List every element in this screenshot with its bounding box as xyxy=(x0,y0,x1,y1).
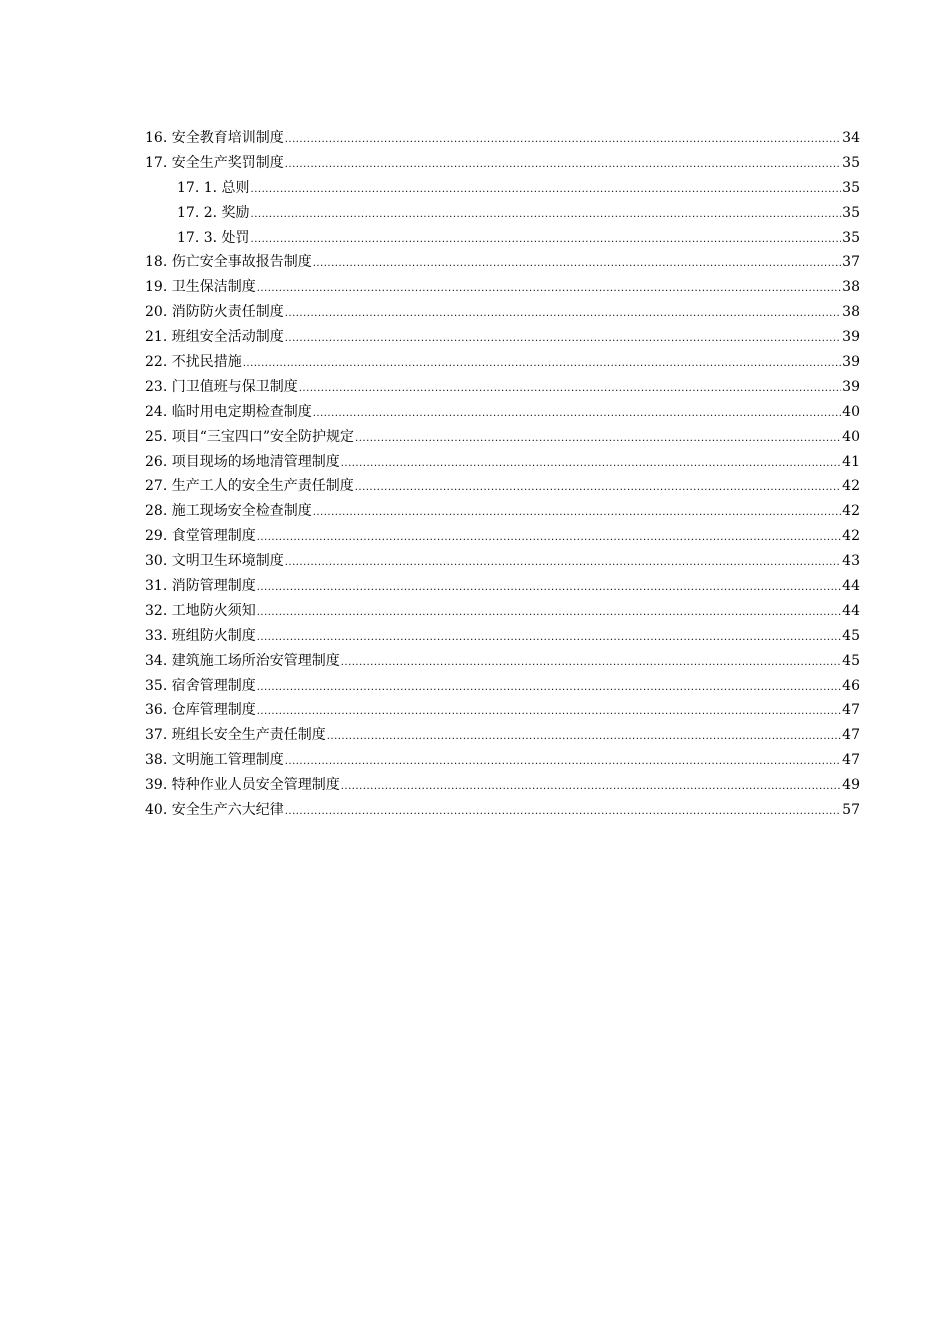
toc-entry-title: 36. 仓库管理制度 xyxy=(145,702,256,719)
toc-entry[interactable] xyxy=(145,674,860,699)
toc-dot-leader xyxy=(285,128,841,153)
toc-entry-page-number: 39 xyxy=(842,354,860,371)
toc-entry[interactable] xyxy=(145,499,860,524)
toc-entry-title: 40. 安全生产六大纪律 xyxy=(145,802,284,819)
toc-entry-page-number: 42 xyxy=(842,503,860,520)
toc-entry[interactable] xyxy=(145,126,860,151)
toc-entry[interactable] xyxy=(145,300,860,325)
toc-entry[interactable] xyxy=(145,425,860,450)
toc-entry-title: 21. 班组安全活动制度 xyxy=(145,329,284,346)
toc-entry[interactable] xyxy=(145,400,860,425)
toc-entry-page-number: 44 xyxy=(842,578,860,595)
toc-entry-page-number: 35 xyxy=(842,229,860,246)
toc-entry-page-number: 42 xyxy=(842,528,860,545)
toc-entry-title: 34. 建筑施工场所治安管理制度 xyxy=(145,652,340,669)
toc-entry-page-number: 41 xyxy=(842,453,860,470)
toc-subentry[interactable] xyxy=(145,226,860,251)
toc-entry-title: 18. 伤亡安全事故报告制度 xyxy=(145,254,312,271)
toc-entry[interactable] xyxy=(145,549,860,574)
toc-dot-leader xyxy=(251,178,842,203)
toc-entry-page-number: 47 xyxy=(842,727,860,744)
toc-dot-leader xyxy=(257,576,841,601)
toc-entry-page-number: 49 xyxy=(842,777,860,794)
toc-entry-page-number: 35 xyxy=(842,204,860,221)
toc-entry-page-number: 40 xyxy=(842,403,860,420)
toc-entry-title: 20. 消防防火责任制度 xyxy=(145,304,284,321)
toc-entry[interactable] xyxy=(145,773,860,798)
toc-dot-leader xyxy=(257,626,841,651)
table-of-contents xyxy=(145,126,860,823)
toc-entry-title: 30. 文明卫生环境制度 xyxy=(145,553,284,570)
toc-dot-leader xyxy=(243,352,841,377)
toc-dot-leader xyxy=(341,452,841,477)
toc-entry-page-number: 39 xyxy=(842,378,860,395)
toc-dot-leader xyxy=(313,501,841,526)
toc-entry[interactable] xyxy=(145,151,860,176)
toc-entry-title: 28. 施工现场安全检查制度 xyxy=(145,503,312,520)
toc-entry[interactable] xyxy=(145,624,860,649)
toc-dot-leader xyxy=(251,203,842,228)
toc-dot-leader xyxy=(257,526,841,551)
toc-entry-page-number: 57 xyxy=(842,802,860,819)
toc-entry-title: 25. 项目“三宝四口”安全防护规定 xyxy=(145,428,355,445)
toc-entry-page-number: 45 xyxy=(842,652,860,669)
toc-entry[interactable] xyxy=(145,250,860,275)
toc-subentry[interactable] xyxy=(145,176,860,201)
toc-entry[interactable] xyxy=(145,474,860,499)
toc-dot-leader xyxy=(299,377,841,402)
toc-entry-page-number: 40 xyxy=(842,428,860,445)
toc-entry-title: 17. 1. 总则 xyxy=(177,179,250,196)
toc-entry-page-number: 43 xyxy=(842,553,860,570)
toc-entry-page-number: 42 xyxy=(842,478,860,495)
toc-entry[interactable] xyxy=(145,275,860,300)
toc-entry-title: 29. 食堂管理制度 xyxy=(145,528,256,545)
toc-dot-leader xyxy=(327,725,841,750)
toc-entry-title: 17. 安全生产奖罚制度 xyxy=(145,154,284,171)
toc-dot-leader xyxy=(313,252,841,277)
toc-entry[interactable] xyxy=(145,375,860,400)
toc-dot-leader xyxy=(341,651,841,676)
toc-entry[interactable] xyxy=(145,723,860,748)
toc-entry[interactable] xyxy=(145,798,860,823)
toc-entry[interactable] xyxy=(145,350,860,375)
toc-entry-page-number: 45 xyxy=(842,627,860,644)
toc-dot-leader xyxy=(251,228,842,253)
toc-entry-page-number: 39 xyxy=(842,329,860,346)
toc-dot-leader xyxy=(257,601,841,626)
toc-dot-leader xyxy=(257,676,841,701)
toc-subentry[interactable] xyxy=(145,201,860,226)
toc-entry-title: 26. 项目现场的场地清管理制度 xyxy=(145,453,340,470)
toc-entry[interactable] xyxy=(145,524,860,549)
toc-entry-title: 35. 宿舍管理制度 xyxy=(145,677,256,694)
toc-entry-page-number: 46 xyxy=(842,677,860,694)
toc-entry-title: 17. 3. 处罚 xyxy=(177,229,250,246)
toc-entry-title: 38. 文明施工管理制度 xyxy=(145,752,284,769)
toc-entry-title: 32. 工地防火须知 xyxy=(145,602,256,619)
toc-dot-leader xyxy=(341,775,841,800)
toc-entry-title: 24. 临时用电定期检查制度 xyxy=(145,403,312,420)
toc-entry-page-number: 38 xyxy=(842,279,860,296)
toc-entry-page-number: 35 xyxy=(842,179,860,196)
toc-entry-title: 31. 消防管理制度 xyxy=(145,578,256,595)
toc-entry[interactable] xyxy=(145,698,860,723)
toc-dot-leader xyxy=(285,302,841,327)
toc-dot-leader xyxy=(285,153,841,178)
toc-entry-title: 22. 不扰民措施 xyxy=(145,354,242,371)
toc-entry-title: 16. 安全教育培训制度 xyxy=(145,130,284,146)
toc-entry-title: 27. 生产工人的安全生产责任制度 xyxy=(145,478,354,495)
toc-entry-title: 37. 班组长安全生产责任制度 xyxy=(145,727,326,744)
toc-entry[interactable] xyxy=(145,748,860,773)
toc-entry-page-number: 47 xyxy=(842,702,860,719)
toc-entry-page-number: 34 xyxy=(842,130,860,146)
toc-entry[interactable] xyxy=(145,450,860,475)
toc-entry-page-number: 44 xyxy=(842,602,860,619)
toc-dot-leader xyxy=(257,700,841,725)
toc-entry-title: 23. 门卫值班与保卫制度 xyxy=(145,378,298,395)
toc-dot-leader xyxy=(355,427,841,452)
toc-dot-leader xyxy=(285,800,841,825)
toc-entry[interactable] xyxy=(145,649,860,674)
toc-dot-leader xyxy=(285,327,841,352)
toc-entry[interactable] xyxy=(145,599,860,624)
toc-entry-page-number: 35 xyxy=(842,154,860,171)
toc-dot-leader xyxy=(257,277,841,302)
toc-entry-title: 19. 卫生保洁制度 xyxy=(145,279,256,296)
toc-entry[interactable] xyxy=(145,574,860,599)
toc-entry-page-number: 47 xyxy=(842,752,860,769)
toc-dot-leader xyxy=(313,402,841,427)
toc-dot-leader xyxy=(285,551,841,576)
toc-dot-leader xyxy=(285,750,841,775)
toc-dot-leader xyxy=(355,476,841,501)
toc-entry-page-number: 37 xyxy=(842,254,860,271)
toc-entry-title: 33. 班组防火制度 xyxy=(145,627,256,644)
toc-entry-title: 39. 特种作业人员安全管理制度 xyxy=(145,777,340,794)
toc-entry[interactable] xyxy=(145,325,860,350)
toc-entry-title: 17. 2. 奖励 xyxy=(177,204,250,221)
toc-entry-page-number: 38 xyxy=(842,304,860,321)
